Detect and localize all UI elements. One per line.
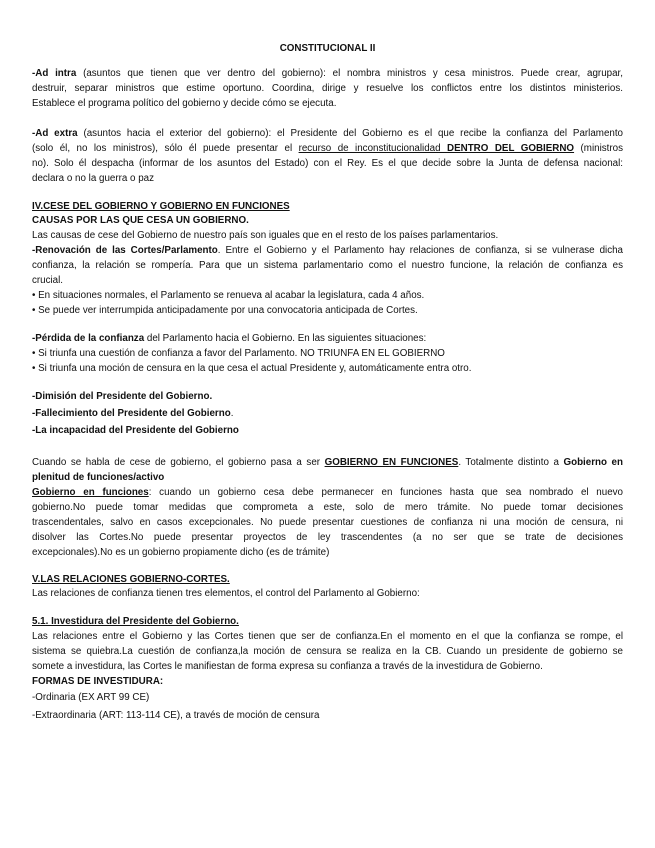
ad-extra-line-2: (solo él, no los ministros), sólo él puede presentar el recurso de inconstitucionalidad DENTRO DEL GOBIERNO (ministros — [32, 143, 623, 154]
section-iv-heading: IV.CESE DEL GOBIERNO Y GOBIERNO EN FUNCIONES — [32, 201, 290, 212]
section-5-1-heading: 5.1. Investidura del Presidente del Gobierno. — [32, 616, 239, 627]
recurso-inconstitucionalidad: recurso de inconstitucionalidad — [298, 143, 448, 154]
funciones-line-5: trascendentales, salvo en casos excepcionales. No puede presentar cuestiones de confianza ni una moción de censura, ni — [32, 517, 623, 528]
renovacion-line-2: confianza, la relación se rompería. Para que un sistema parlamentario como el nuestro funcione, la relación de confianza es — [32, 260, 623, 271]
bullet-cuestion-confianza: • Si triunfa una cuestión de confianza a favor del Parlamento. NO TRIUNFA EN EL GOBIERNO — [32, 348, 445, 359]
bullet-mocion-censura: • Si triunfa una moción de censura en la que cesa el actual Presidente y, automáticamente entra otro. — [32, 363, 472, 374]
bullet-convocatoria-anticipada: • Se puede ver interrumpida anticipadamente por una convocatoria anticipada de Cortes. — [32, 305, 418, 316]
renovacion-line-1: -Renovación de las Cortes/Parlamento. Entre el Gobierno y el Parlamento hay relaciones de confianza, si se vulnerase dicha — [32, 245, 623, 256]
renovacion-head: -Renovación de las Cortes/Parlamento — [32, 245, 218, 256]
funciones-line-7: excepcionales).No es un gobierno propiamente dicho (es de trámite) — [32, 547, 330, 558]
document-title: CONSTITUCIONAL II — [279, 43, 376, 54]
investidura-line-3: somete a investidura, las Cortes le manifiestan de forma expresa su confianza a través de la investidura de Gobierno. — [32, 661, 543, 672]
funciones-line-3: Gobierno en funciones: cuando un gobierno cesa debe permanecer en funciones hasta que sea nombrado el nuevo — [32, 487, 624, 498]
formas-investidura-heading: FORMAS DE INVESTIDURA: — [32, 676, 164, 687]
gobierno-en-funciones-term: GOBIERNO EN FUNCIONES — [324, 457, 459, 468]
ad-extra-line-3: no). Solo él despacha (informar de los asuntos del Estado) con el Rey. Es el que decide sobre la Junta de defensa nacional: — [32, 158, 623, 169]
funciones-line-1: Cuando se habla de cese de gobierno, el gobierno pasa a ser GOBIERNO EN FUNCIONES. Totalmente distinto a Gobierno en — [32, 457, 623, 468]
perdida-confianza-line: -Pérdida de la confianza del Parlamento hacia el Gobierno. En las siguientes situaciones: — [32, 333, 427, 344]
funciones-line-2: plenitud de funciones/activo — [32, 472, 165, 483]
ad-intra-head: -Ad intra — [32, 68, 77, 79]
incapacidad-line: -La incapacidad del Presidente del Gobierno — [32, 425, 239, 436]
bullet-situaciones-normales: • En situaciones normales, el Parlamento se renueva al acabar la legislatura, cada 4 años. — [32, 290, 425, 301]
funciones-line-6: disolver las Cortes.No puede presentar proyectos de ley trascendentes (a no ser que se trate de decisiones — [32, 532, 623, 543]
ad-intra-line-3: Establece el programa político del gobierno y decide cómo se ejecuta. — [32, 98, 337, 109]
relaciones-intro: Las relaciones de confianza tienen tres elementos, el control del Parlamento al Gobierno: — [32, 588, 420, 599]
ad-extra-line-4: declara o no la guerra o paz — [32, 173, 154, 184]
section-v-heading: V.LAS RELACIONES GOBIERNO-CORTES. — [32, 574, 230, 585]
causas-intro: Las causas de cese del Gobierno de nuestro país son iguales que en el resto de los países parlamentarios. — [32, 230, 499, 241]
funciones-line-4: gobierno.No puede tomar medidas que comprometa a este, solo de mero trámite. No puede tomar decisiones — [32, 502, 623, 513]
ad-extra-head: -Ad extra — [32, 128, 78, 139]
renovacion-line-3: crucial. — [32, 275, 64, 286]
gobierno-en-funciones-def: Gobierno en funciones — [32, 487, 149, 498]
fallecimiento-line: -Fallecimiento del Presidente del Gobierno. — [32, 408, 234, 419]
perdida-head: -Pérdida de la confianza — [32, 333, 145, 344]
dentro-del-gobierno: DENTRO DEL GOBIERNO — [447, 143, 575, 154]
investidura-line-1: Las relaciones entre el Gobierno y las Cortes tienen que ser de confianza.En el momento en el que la confianza se rompe, el — [32, 631, 623, 642]
causas-subheading: CAUSAS POR LAS QUE CESA UN GOBIERNO. — [32, 215, 249, 226]
ad-extra-line-1: -Ad extra (asuntos hacia el exterior del gobierno): el Presidente del Gobierno es el que recibe la confianza del Parlamento — [32, 128, 624, 139]
dimision-line: -Dimisión del Presidente del Gobierno. — [32, 391, 213, 402]
investidura-line-2: sistema se quiebra.La cuestión de confianza,la moción de censura se realiza en la CB. Cuando un presidente de gobierno se — [32, 646, 623, 657]
ad-intra-line-2: destruir, separar ministros que estime oportuno. Coordina, dirige y resuelve los conflictos entre los distintos ministerios. — [32, 83, 623, 94]
investidura-ordinaria: -Ordinaria (EX ART 99 CE) — [32, 692, 150, 703]
ad-intra-line-1: -Ad intra (asuntos que tienen que ver dentro del gobierno): el nombra ministros y cesa ministros. Puede crear, agrupar, — [32, 68, 623, 79]
investidura-extraordinaria: -Extraordinaria (ART: 113-114 CE), a través de moción de censura — [32, 710, 320, 721]
